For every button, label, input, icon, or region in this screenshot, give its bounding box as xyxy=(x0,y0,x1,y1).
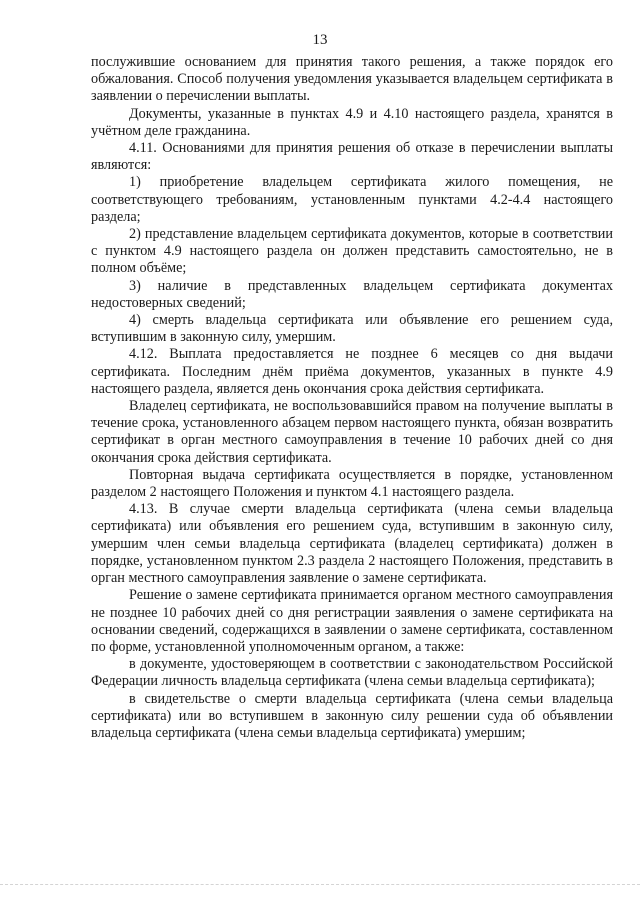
scan-edge-divider xyxy=(0,884,640,886)
paragraph: в документе, удостоверяющем в соответствии с законодательством Российской Федерации личность владельца сертификата (члена семьи владельца сертификата); xyxy=(91,656,613,690)
paragraph: 4.12. Выплата предоставляется не позднее 6 месяцев со дня выдачи сертификата. Последним днём приёма документов, указанных в пункте 4.9 настоящего раздела, является день окончания срока действия сертификата. xyxy=(91,346,613,397)
paragraph: 4.13. В случае смерти владельца сертификата (члена семьи владельца сертификата) или объявления его решением суда, вступившим в законную силу, умершим член семьи владельца сертификата (владелец сертификата) должен в порядке, установленном пунктом 2.3 раздела 2 настоящего Положения, представить в орган местного самоуправления заявление о замене сертификата. xyxy=(91,501,613,587)
paragraph: Документы, указанные в пунктах 4.9 и 4.10 настоящего раздела, хранятся в учётном деле гражданина. xyxy=(91,105,613,139)
list-item: 4) смерть владельца сертификата или объявление его решением суда, вступившим в законную силу, умершим. xyxy=(91,312,613,346)
paragraph: послужившие основанием для принятия такого решения, а также порядок его обжалования. Способ получения уведомления указывается владельцем сертификата в заявлении о перечислении выплаты. xyxy=(91,54,613,105)
list-item: 1) приобретение владельцем сертификата жилого помещения, не соответствующего требованиям, установленным пунктами 4.2-4.4 настоящего раздела; xyxy=(91,174,613,225)
paragraph: Решение о замене сертификата принимается органом местного самоуправления не позднее 10 рабочих дней со дня регистрации заявления о замене сертификата на основании сведений, содержащихся в заявлении о замене сертификата, составленном по форме, установленной уполномоченным органом, а также: xyxy=(91,587,613,655)
page-number: 13 xyxy=(312,32,328,48)
list-item: 3) наличие в представленных владельцем сертификата документах недостоверных сведений; xyxy=(91,277,613,311)
list-item: 2) представление владельцем сертификата документов, которые в соответствии с пунктом 4.9 настоящего раздела он должен представить самостоятельно, не в полном объёме; xyxy=(91,226,613,277)
paragraph: 4.11. Основаниями для принятия решения об отказе в перечислении выплаты являются: xyxy=(91,140,613,174)
paragraph: Владелец сертификата, не воспользовавшийся правом на получение выплаты в течение срока, установленного абзацем первом настоящего пункта, обязан возвратить сертификат в орган местного самоуправления в течение 10 рабочих дней со дня окончания срока действия сертификата. xyxy=(91,398,613,466)
document-body xyxy=(91,54,613,742)
paragraph: в свидетельстве о смерти владельца сертификата (члена семьи владельца сертификата) или во вступившем в законную силу решении суда об объявлении владельца сертификата (члена семьи владельца сертификата) умершим; xyxy=(91,690,613,741)
paragraph: Повторная выдача сертификата осуществляется в порядке, установленном разделом 2 настоящего Положения и пунктом 4.1 настоящего раздела. xyxy=(91,466,613,501)
